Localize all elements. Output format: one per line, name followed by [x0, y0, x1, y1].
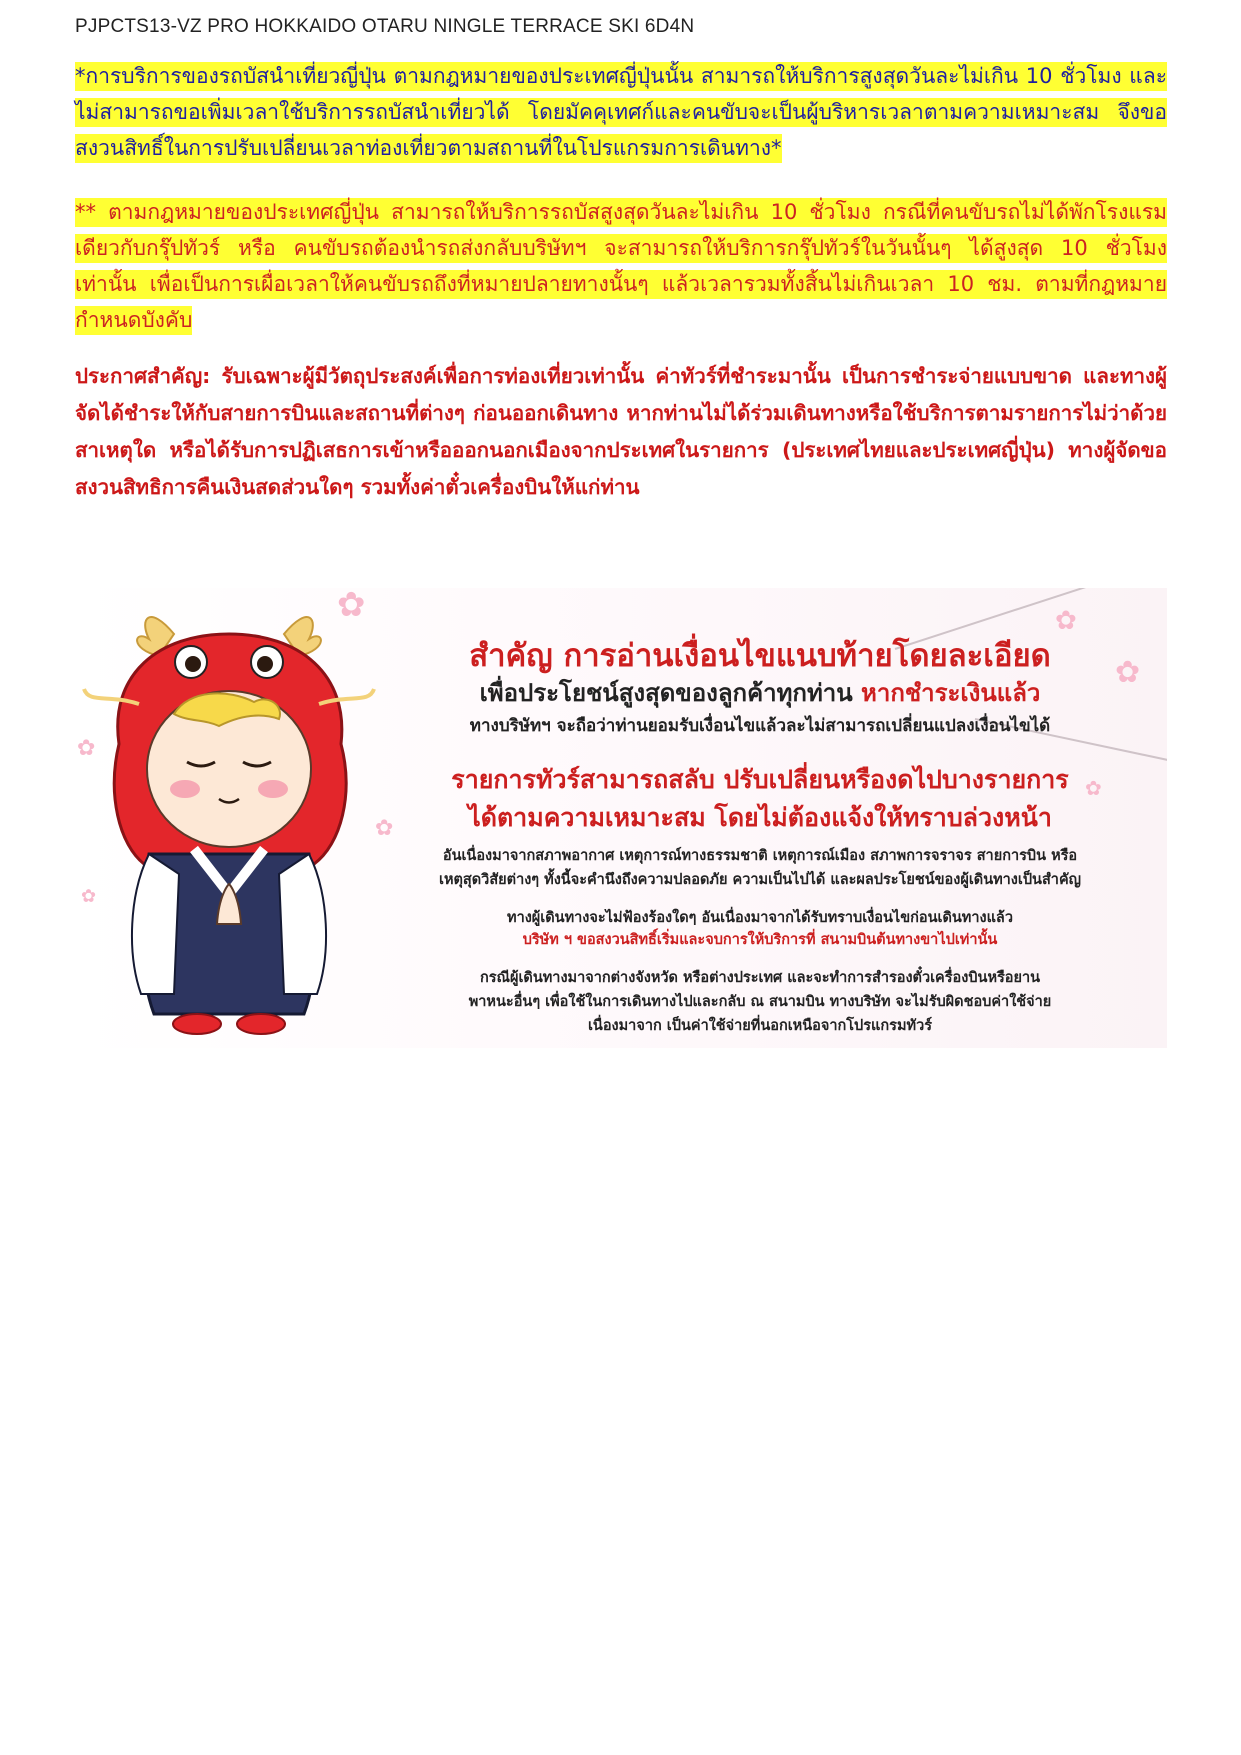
driver-policy-notice	[75, 194, 1167, 338]
sakura-icon: ✿	[1055, 606, 1077, 636]
bus-policy-text: *การบริการของรถบัสนำเที่ยวญี่ปุ่น ตามกฎหมายของประเทศญี่ปุ่นนั้น สามารถให้บริการสูงสุดวันละไม่เกิน 10 ชั่วโมง และไม่สามารถขอเพิ่มเวลาใช้บริการรถบัสนำเที่ยวได้ โดยมัคคุเทศก์และคนขับจะเป็นผู้บริหารเวลาตามความเหมาะสม จึงขอสงวนสิทธิ์ในการปรับเปลี่ยนเวลาท่องเที่ยวตามสถานที่ในโปรแกรมการเดินทาง*	[75, 62, 1167, 163]
banner-province-line-1: กรณีผู้เดินทางมาจากต่างจังหวัด หรือต่างประเทศ และจะทำการสำรองตั๋วเครื่องบินหรือยาน	[479, 970, 1041, 986]
banner-complaint-line: ทางผู้เดินทางจะไม่ฟ้องร้องใดๆ อันเนื่องมาจากได้รับทราบเงื่อนไขก่อนเดินทางแล้ว	[507, 910, 1013, 926]
dragon-mascot-illustration	[79, 594, 379, 1044]
sakura-icon: ✿	[81, 886, 97, 907]
banner-province-line-3: เนื่องมาจาก เป็นค่าใช้จ่ายที่นอกเหนือจากโปรแกรมทัวร์	[587, 1018, 933, 1034]
sakura-icon: ✿	[337, 588, 366, 625]
banner-reason-line-1: อันเนื่องมาจากสภาพอากาศ เหตุการณ์ทางธรรมชาติ เหตุการณ์เมือง สภาพการจราจร สายการบิน หรือ	[442, 848, 1078, 864]
banner-province-line-2: พาหนะอื่นๆ เพื่อใช้ในการเดินทางไปและกลับ ณ สนามบิน ทางบริษัท จะไม่รับผิดชอบค่าใช้จ่าย	[468, 994, 1052, 1010]
banner-reason-line-2: เหตุสุดวิสัยต่างๆ ทั้งนี้จะคำนึงถึงความปลอดภัย ความเป็นไปได้ และผลประโยชน์ของผู้เดินทางเป็นสำคัญ	[438, 872, 1081, 888]
banner-acceptance-line: ทางบริษัทฯ จะถือว่าท่านยอมรับเงื่อนไขแล้วละไม่สามารถเปลี่ยนแปลงเงื่อนไขได้	[469, 716, 1051, 736]
banner-title: สำคัญ การอ่านเงื่อนไขแนบท้ายโดยละเอียด	[469, 638, 1051, 674]
banner-change-line-2: ได้ตามความเหมาะสม โดยไม่ต้องแจ้งให้ทราบล่วงหน้า	[468, 803, 1052, 832]
banner-subtitle-black: เพื่อประโยชน์สูงสุดของลูกค้าทุกท่าน	[479, 679, 853, 707]
banner-subtitle-red: หากชำระเงินแล้ว	[861, 679, 1041, 707]
important-announcement: ประกาศสำคัญ: รับเฉพาะผู้มีวัตถุประสงค์เพื่อการท่องเที่ยวเท่านั้น ค่าทัวร์ที่ชำระมานั้น เป็นการชำระจ่ายแบบขาด และทางผู้จัดได้ชำระให้กับสายการบินและสถานที่ต่างๆ ก่อนออกเดินทาง หากท่านไม่ได้ร่วมเดินทางหรือใช้บริการตามรายการไม่ว่าด้วยสาเหตุใด หรือได้รับการปฏิเสธการเข้าหรือออกนอกเมืองจากประเทศในรายการ (ประเทศไทยและประเทศญี่ปุ่น) ทางผู้จัดขอสงวนสิทธิการคืนเงินสดส่วนใดๆ รวมทั้งค่าตั๋วเครื่องบินให้แก่ท่าน	[75, 364, 1167, 499]
sakura-icon: ✿	[1085, 776, 1102, 800]
bus-policy-notice	[75, 58, 1167, 166]
banner-service-line: บริษัท ฯ ขอสงวนสิทธิ์เริ่มและจบการให้บริการที่ สนามบินต้นทางขาไปเท่านั้น	[522, 932, 998, 948]
sakura-icon: ✿	[375, 816, 394, 841]
conditions-banner	[75, 588, 1167, 1048]
driver-policy-text: ** ตามกฎหมายของประเทศญี่ปุ่น สามารถให้บริการรถบัสสูงสุดวันละไม่เกิน 10 ชั่วโมง กรณีที่คนขับรถไม่ได้พักโรงแรมเดียวกับกรุ๊ปทัวร์ หรือ คนขับรถต้องนำรถส่งกลับบริษัทฯ จะสามารถให้บริการกรุ๊ปทัวร์ในวันนั้นๆ ได้สูงสุด 10 ชั่วโมง เท่านั้น เพื่อเป็นการเผื่อเวลาให้คนขับรถถึงที่หมายปลายทางนั้นๆ แล้วเวลารวมทั้งสิ้นไม่เกินเวลา 10 ชม. ตามที่กฎหมายกำหนดบังคับ	[75, 198, 1167, 335]
sakura-icon: ✿	[77, 736, 96, 761]
sakura-icon: ✿	[1115, 655, 1141, 690]
tour-code-header: PJPCTS13-VZ PRO HOKKAIDO OTARU NINGLE TERRACE SKI 6D4N	[75, 16, 695, 37]
banner-subtitle	[365, 673, 1155, 712]
banner-change-line-1: รายการทัวร์สามารถสลับ ปรับเปลี่ยนหรืองดไปบางรายการ	[451, 765, 1069, 794]
